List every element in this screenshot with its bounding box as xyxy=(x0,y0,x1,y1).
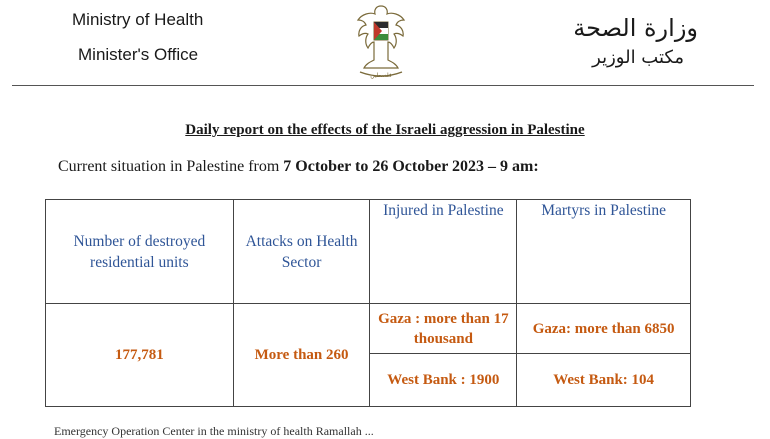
footer-note: Emergency Operation Center in the ministry of health Ramallah ... xyxy=(54,424,374,438)
value-martyrs-westbank: West Bank: 104 xyxy=(517,354,691,407)
header-residential-units: Number of destroyed residential units xyxy=(46,200,234,304)
header-injured: Injured in Palestine xyxy=(370,200,517,304)
eagle-emblem-icon xyxy=(352,0,410,80)
value-injured-gaza: Gaza : more than 17 thousand xyxy=(370,304,517,354)
emblem-label: فلسطين xyxy=(370,72,392,79)
value-health-attacks: More than 260 xyxy=(233,304,370,407)
table-header-row xyxy=(46,200,691,304)
report-subtitle xyxy=(58,158,539,176)
header-martyrs: Martyrs in Palestine xyxy=(517,200,691,304)
subtitle-prefix: Current situation in Palestine from xyxy=(58,158,284,175)
statistics-table xyxy=(45,199,691,407)
value-residential-units: 177,781 xyxy=(46,304,234,407)
office-name: Minister's Office xyxy=(78,45,199,64)
office-name-arabic: مكتب الوزير xyxy=(592,47,684,68)
subtitle-date-range: 7 October to 26 October 2023 – 9 am: xyxy=(283,158,539,175)
ministry-name-arabic: وزارة الصحة xyxy=(573,14,698,42)
ministry-name: Ministry of Health xyxy=(72,10,204,29)
table-row xyxy=(46,304,691,354)
header-health-attacks: Attacks on Health Sector xyxy=(233,200,370,304)
ministry-header-arabic xyxy=(573,14,698,70)
value-martyrs-gaza: Gaza: more than 6850 xyxy=(517,304,691,354)
header-divider xyxy=(12,85,754,86)
report-title: Daily report on the effects of the Israeli aggression in Palestine xyxy=(185,122,585,138)
value-injured-westbank: West Bank : 1900 xyxy=(370,354,517,407)
